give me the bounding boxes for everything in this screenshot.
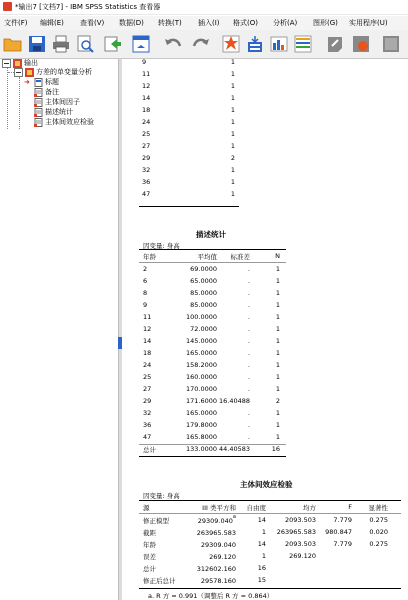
row-sd: 44.40583 (218, 445, 250, 453)
row-n: 1 (275, 289, 280, 297)
row-n: 1 (230, 70, 235, 78)
row-ss (174, 516, 236, 525)
table-row (139, 373, 286, 385)
row-n: 1 (275, 349, 280, 357)
row-mean: 133.0000 (185, 445, 217, 453)
outline-pane (0, 59, 118, 600)
row-source: 总计 (143, 565, 156, 573)
row-age: 11 (143, 313, 152, 321)
row-mean: 165.0000 (185, 409, 217, 417)
table-row (139, 164, 239, 176)
table-row (139, 104, 239, 116)
table-row (139, 289, 286, 301)
row-ms: 263965.583 (276, 528, 316, 536)
row-age: 29 (142, 154, 151, 162)
table-row (139, 576, 401, 588)
table-row (139, 128, 239, 140)
row-n: 2 (275, 397, 280, 405)
collapse-icon[interactable] (14, 68, 23, 77)
row-n: 1 (230, 130, 235, 138)
row-n: 1 (275, 421, 280, 429)
row-age: 11 (142, 70, 151, 78)
menu-format[interactable]: 格式(O) (233, 19, 258, 27)
recall-dialog-icon[interactable] (131, 34, 151, 54)
table-row (139, 421, 286, 433)
row-df: 15 (257, 576, 266, 584)
open-icon[interactable] (3, 34, 23, 54)
goto-case-icon[interactable] (245, 34, 265, 54)
header-rule (139, 262, 286, 263)
row-n: 1 (230, 190, 235, 198)
row-sd: . (247, 301, 250, 309)
row-df: 14 (257, 516, 266, 524)
row-n: 1 (230, 142, 235, 150)
anova-col-ms: 均方 (303, 504, 316, 512)
row-n: 1 (230, 94, 235, 102)
row-sd: . (247, 349, 250, 357)
anova-col-ss: III 类平方和 (202, 504, 236, 512)
row-mean: 160.0000 (185, 373, 217, 381)
export-icon[interactable] (103, 34, 123, 54)
desc-dependent-variable: 因变量: 身高 (143, 242, 180, 250)
row-ss-value: 29309.040 (200, 541, 236, 550)
window-title: *输出7 [文档7] - IBM SPSS Statistics 查看器 (15, 3, 161, 11)
tree-item-label: 标题 (45, 78, 59, 86)
row-sd: . (247, 361, 250, 369)
table-top-rule (139, 500, 401, 501)
row-f: 980.847 (325, 528, 352, 536)
table-row (139, 80, 239, 92)
tree-item-label: 主体间因子 (45, 98, 80, 106)
row-source: 年龄 (143, 541, 156, 549)
row-df: 1 (261, 528, 266, 536)
table-doc-icon (34, 108, 43, 117)
anova-col-df: 自由度 (246, 504, 266, 512)
select-last-output-icon[interactable] (351, 34, 371, 54)
row-mean: 100.0000 (185, 313, 217, 321)
table-row (139, 564, 401, 576)
table-row (139, 277, 286, 289)
row-ss-value: 269.120 (209, 553, 236, 562)
row-n: 1 (230, 59, 235, 66)
table-row (139, 552, 401, 564)
table-row (139, 397, 286, 409)
menu-file[interactable]: 文件(F) (4, 19, 28, 27)
table-bottom-rule (139, 588, 401, 589)
menu-graphs[interactable]: 图形(G) (313, 19, 338, 27)
row-sig: 0.275 (369, 516, 388, 524)
table-row (139, 265, 286, 277)
goto-variable-icon[interactable] (269, 34, 289, 54)
table-row (139, 59, 239, 68)
table-row (139, 540, 401, 552)
row-n: 1 (275, 373, 280, 381)
row-sd: . (247, 265, 250, 273)
row-mean: 179.8000 (185, 421, 217, 429)
row-age: 12 (143, 325, 152, 333)
row-ss (174, 552, 236, 561)
row-n: 1 (275, 277, 280, 285)
row-mean: 170.0000 (185, 385, 217, 393)
menu-utilities[interactable]: 实用程序(U) (349, 19, 388, 27)
row-n: 1 (275, 385, 280, 393)
row-n: 1 (230, 118, 235, 126)
tree-item-label: 主体间效应检验 (45, 118, 94, 126)
row-age: 9 (142, 59, 147, 66)
row-mean: 85.0000 (190, 301, 217, 309)
row-n: 1 (275, 337, 280, 345)
row-age: 47 (143, 433, 152, 441)
row-n: 1 (275, 313, 280, 321)
row-ss-value: 263965.583 (196, 529, 236, 538)
table-row (139, 528, 401, 540)
row-mean: 165.8000 (185, 433, 217, 441)
row-age: 32 (143, 409, 152, 417)
row-ss (174, 564, 236, 573)
row-age: 24 (142, 118, 151, 126)
menu-edit[interactable]: 编辑(E) (40, 19, 64, 27)
menu-data[interactable]: 数据(D) (119, 19, 144, 27)
row-age: 25 (142, 130, 151, 138)
table-bottom-rule (139, 206, 239, 207)
row-source: 修正模型 (143, 517, 169, 525)
row-age: 12 (142, 82, 151, 90)
row-age: 32 (142, 166, 151, 174)
row-mean: 165.0000 (185, 349, 217, 357)
anova-col-f: F (348, 503, 352, 511)
row-age: 8 (143, 289, 148, 297)
row-n: 1 (275, 361, 280, 369)
between-factors-table (139, 59, 239, 209)
current-item-arrow-icon: ➜ (24, 78, 30, 86)
desc-col-n: N (275, 252, 280, 260)
row-ms: 269.120 (289, 552, 316, 560)
tree-root-label: 输出 (24, 59, 38, 67)
designate-window-icon[interactable] (325, 34, 345, 54)
row-age: 18 (142, 106, 151, 114)
row-sd: . (247, 313, 250, 321)
show-all-icon[interactable] (381, 34, 401, 54)
undo-icon[interactable] (163, 34, 183, 54)
row-source: 截距 (143, 529, 156, 537)
menu-view[interactable]: 查看(V) (80, 19, 105, 27)
menu-bar (0, 16, 408, 30)
row-n: 1 (275, 301, 280, 309)
collapse-icon[interactable] (2, 59, 11, 68)
anova-table-title: 主体间效应检验 (240, 480, 293, 489)
row-sd: . (247, 409, 250, 417)
table-row (139, 516, 401, 528)
row-mean: 145.0000 (185, 337, 217, 345)
redo-icon[interactable] (191, 34, 211, 54)
row-age: 29 (143, 397, 152, 405)
title-doc-icon (34, 78, 43, 87)
anova-col-sig: 显著性 (368, 504, 388, 512)
table-row (139, 92, 239, 104)
desc-col-sd: 标准差 (230, 253, 250, 261)
header-rule (139, 513, 401, 514)
row-n: 1 (230, 82, 235, 90)
row-ss (174, 540, 236, 549)
row-sd: . (247, 433, 250, 441)
row-sd: . (247, 325, 250, 333)
row-sd: . (247, 385, 250, 393)
row-sd: 16.40488 (218, 397, 250, 405)
table-bottom-rule (139, 456, 286, 457)
goto-data-icon[interactable] (221, 34, 241, 54)
row-mean: 85.0000 (190, 289, 217, 297)
row-n: 1 (230, 178, 235, 186)
row-n: 1 (230, 166, 235, 174)
row-age: 14 (143, 337, 152, 345)
row-f: 7.779 (333, 516, 352, 524)
table-row (139, 188, 239, 200)
tree-item-label: 备注 (45, 88, 59, 96)
notes-doc-icon (34, 88, 43, 97)
row-age: 27 (142, 142, 151, 150)
spss-app-icon (3, 2, 12, 11)
menu-insert[interactable]: 插入(I) (198, 19, 220, 27)
print-icon[interactable] (51, 34, 71, 54)
row-n: 16 (271, 445, 280, 453)
save-icon[interactable] (27, 34, 47, 54)
row-source: 误差 (143, 553, 156, 561)
table-row (139, 337, 286, 349)
row-age: 9 (143, 301, 148, 309)
row-df: 14 (257, 540, 266, 548)
row-mean: 69.0000 (190, 265, 217, 273)
table-doc-icon (34, 118, 43, 127)
row-ss-footnote-mark: a (232, 514, 236, 520)
table-row (139, 68, 239, 80)
row-df: 16 (257, 564, 266, 572)
row-age: 6 (143, 277, 148, 285)
menu-transform[interactable]: 转换(T) (158, 19, 182, 27)
row-age: 25 (143, 373, 152, 381)
desc-col-age: 年龄 (143, 253, 156, 261)
table-row (139, 361, 286, 373)
table-row (139, 349, 286, 361)
row-n: 1 (275, 265, 280, 273)
row-n: 2 (230, 154, 235, 162)
title-bar (0, 0, 408, 15)
row-mean: 158.2000 (185, 361, 217, 369)
row-sd: . (247, 277, 250, 285)
row-ss-value: 312602.160 (196, 565, 236, 574)
row-ss (174, 576, 236, 585)
row-age: 14 (142, 94, 151, 102)
tree-analysis-label: 方差的单变量分析 (36, 68, 92, 76)
row-mean: 65.0000 (190, 277, 217, 285)
anova-dependent-variable: 因变量: 身高 (143, 492, 180, 500)
row-age: 2 (143, 265, 148, 273)
tree-connector (19, 77, 20, 129)
row-sd: . (247, 421, 250, 429)
row-sd: . (247, 337, 250, 345)
desc-col-mean: 平均值 (197, 253, 217, 261)
table-row (139, 301, 286, 313)
procedure-book-icon (25, 68, 34, 77)
table-row (139, 176, 239, 188)
row-sig: 0.020 (369, 528, 388, 536)
row-f: 7.779 (333, 540, 352, 548)
anova-footnote: a. R 方 = 0.991（调整后 R 方 = 0.864） (148, 592, 274, 600)
tree-connector (7, 67, 8, 129)
toolbar (0, 30, 408, 59)
print-preview-icon[interactable] (75, 34, 95, 54)
tree-item-label: 描述统计 (45, 108, 73, 116)
row-n: 1 (275, 409, 280, 417)
row-ss (174, 528, 236, 537)
row-ss-value: 29309.040 (197, 517, 233, 526)
anova-col-source: 源 (143, 504, 150, 512)
table-row (139, 325, 286, 337)
row-age: 18 (143, 349, 152, 357)
row-n: 1 (230, 106, 235, 114)
table-row (139, 116, 239, 128)
table-row (139, 140, 239, 152)
row-sd: . (247, 289, 250, 297)
row-ss-value: 29578.160 (200, 577, 236, 586)
row-age: 27 (143, 385, 152, 393)
table-row (139, 385, 286, 397)
row-age: 24 (143, 361, 152, 369)
row-age: 36 (143, 421, 152, 429)
content-pane (122, 59, 408, 600)
row-ms: 2093.503 (284, 516, 316, 524)
row-age: 36 (142, 178, 151, 186)
row-n: 1 (275, 433, 280, 441)
output-book-icon (13, 59, 22, 68)
row-mean: 72.0000 (190, 325, 217, 333)
row-age: 总计 (143, 446, 156, 454)
desc-table-title: 描述统计 (196, 230, 226, 239)
menu-analyze[interactable]: 分析(A) (273, 19, 298, 27)
variables-icon[interactable] (293, 34, 313, 54)
row-df: 1 (261, 552, 266, 560)
row-mean: 171.6000 (185, 397, 217, 405)
table-doc-icon (34, 98, 43, 107)
table-top-rule (139, 249, 286, 250)
row-sig: 0.275 (369, 540, 388, 548)
row-ms: 2093.503 (284, 540, 316, 548)
row-sd: . (247, 373, 250, 381)
row-n: 1 (275, 325, 280, 333)
table-row (139, 409, 286, 421)
table-row (139, 152, 239, 164)
row-age: 47 (142, 190, 151, 198)
row-source: 修正后总计 (143, 577, 176, 585)
table-row (139, 313, 286, 325)
